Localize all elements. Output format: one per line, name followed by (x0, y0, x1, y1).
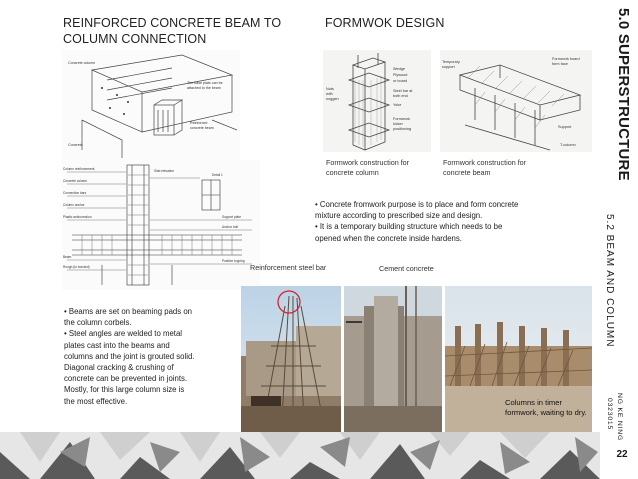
beam-text-line: • Beams are set on beaming pads on (64, 307, 192, 316)
beam-text-line: the column corbels. (64, 318, 132, 328)
beam-text-line: Diagonal cracking & crushing of (64, 363, 174, 373)
svg-text:Concrete column: Concrete column (63, 179, 88, 183)
svg-text:Temporary: Temporary (442, 60, 460, 64)
svg-text:or board: or board (393, 79, 408, 83)
svg-text:Nuts: Nuts (326, 87, 334, 91)
svg-text:kicker: kicker (393, 122, 403, 126)
svg-text:Connection bars: Connection bars (63, 191, 87, 195)
label-columns-timber-formwork: Columns in timer formwork, waiting to dry. (505, 398, 587, 417)
svg-text:Anchor bolt: Anchor bolt (222, 225, 239, 229)
beam-text-line: columns and the joint is grouted solid. (64, 351, 195, 361)
formwork-text-line: mixture according to prescribed size and design. (315, 211, 483, 221)
rebar-highlight-circle (275, 288, 303, 316)
formwork-text-line: opened when the concrete inside hardens. (315, 233, 462, 243)
side-section-subtitle: 5.2 BEAM AND COLUMN (604, 214, 615, 348)
svg-text:Yoke: Yoke (393, 103, 402, 107)
label-cement-concrete: Cement concrete (379, 264, 434, 273)
svg-text:Formwork board: Formwork board (552, 57, 580, 61)
svg-text:Plastic anticorrosion: Plastic anticorrosion (63, 215, 92, 219)
svg-text:Concrete: Concrete (68, 143, 83, 147)
svg-text:form face: form face (552, 62, 568, 66)
svg-text:Formwork: Formwork (393, 117, 410, 121)
cement-column-photo (344, 286, 442, 442)
beam-text-line: plates cast into the beams and (64, 340, 170, 350)
heading-formwork-design: FORMWOK DESIGN (325, 16, 445, 30)
student-id: 0323015 (606, 398, 613, 431)
beam-connection-description (64, 306, 194, 407)
svg-text:Column anchor: Column anchor (63, 203, 85, 207)
svg-text:Wedge: Wedge (393, 67, 405, 71)
svg-text:Rough (to bonded): Rough (to bonded) (63, 265, 90, 269)
beam-text-line: the most effective. (64, 396, 128, 406)
beam-text-line: • Steel angles are welded to metal (64, 329, 183, 339)
svg-text:support: support (442, 65, 455, 69)
formwork-text-line: • It is a temporary building structure which needs to be (315, 222, 503, 232)
timber-formwork-photo (445, 286, 592, 442)
svg-text:Slab elevation: Slab elevation (154, 169, 175, 173)
caption-column-formwork: Formwork construction for concrete column (326, 158, 410, 177)
svg-text:Concrete column: Concrete column (68, 61, 96, 65)
svg-text:concrete beam: concrete beam (190, 126, 214, 130)
side-section-title: 5.0 SUPERSTRUCTURE (615, 8, 632, 181)
svg-text:Steel bar at: Steel bar at (393, 89, 413, 93)
beam-text-line: Mostly, for this large column size is (64, 385, 185, 395)
author-name: NG KE NING (616, 393, 623, 442)
svg-text:both end: both end (393, 94, 408, 98)
label-reinforcement-steel-bar: Reinforcement steel bar (250, 263, 327, 272)
cement-pointer-line (344, 318, 364, 326)
formwork-text-line: • Concrete fromwork purpose is to place and form concrete (315, 200, 519, 209)
formwork-description (315, 199, 518, 244)
caption-beam-formwork: Formwork construction for concrete beam (443, 158, 527, 177)
svg-text:Support plate: Support plate (222, 215, 241, 219)
svg-text:The base plate can be: The base plate can be (187, 81, 223, 85)
svg-text:Detail 1: Detail 1 (212, 173, 223, 177)
svg-text:Beam: Beam (63, 255, 72, 259)
beam-column-section-drawing (62, 160, 260, 290)
svg-text:with: with (326, 92, 333, 96)
svg-text:Reinforced: Reinforced (190, 121, 208, 125)
svg-text:Positive topping: Positive topping (222, 259, 245, 263)
beam-formwork-drawing (440, 50, 592, 152)
svg-text:attached to the beam: attached to the beam (187, 86, 221, 90)
beam-column-connection-drawing (62, 50, 240, 160)
svg-text:noggen: noggen (326, 97, 339, 101)
svg-text:Support: Support (558, 125, 572, 129)
svg-text:positioning: positioning (393, 127, 412, 131)
column-formwork-drawing (323, 50, 431, 152)
footer-geometric-pattern (0, 432, 600, 479)
svg-text:Column reinforcement: Column reinforcement (63, 167, 95, 171)
svg-text:T-column: T-column (560, 143, 576, 147)
heading-beam-column-connection: REINFORCED CONCRETE BEAM TO COLUMN CONNECTION (63, 16, 282, 46)
page-number: 22 (616, 449, 628, 460)
beam-text-line: concrete can be prevented in joints. (64, 374, 188, 384)
svg-text:Plywood: Plywood (393, 73, 408, 77)
